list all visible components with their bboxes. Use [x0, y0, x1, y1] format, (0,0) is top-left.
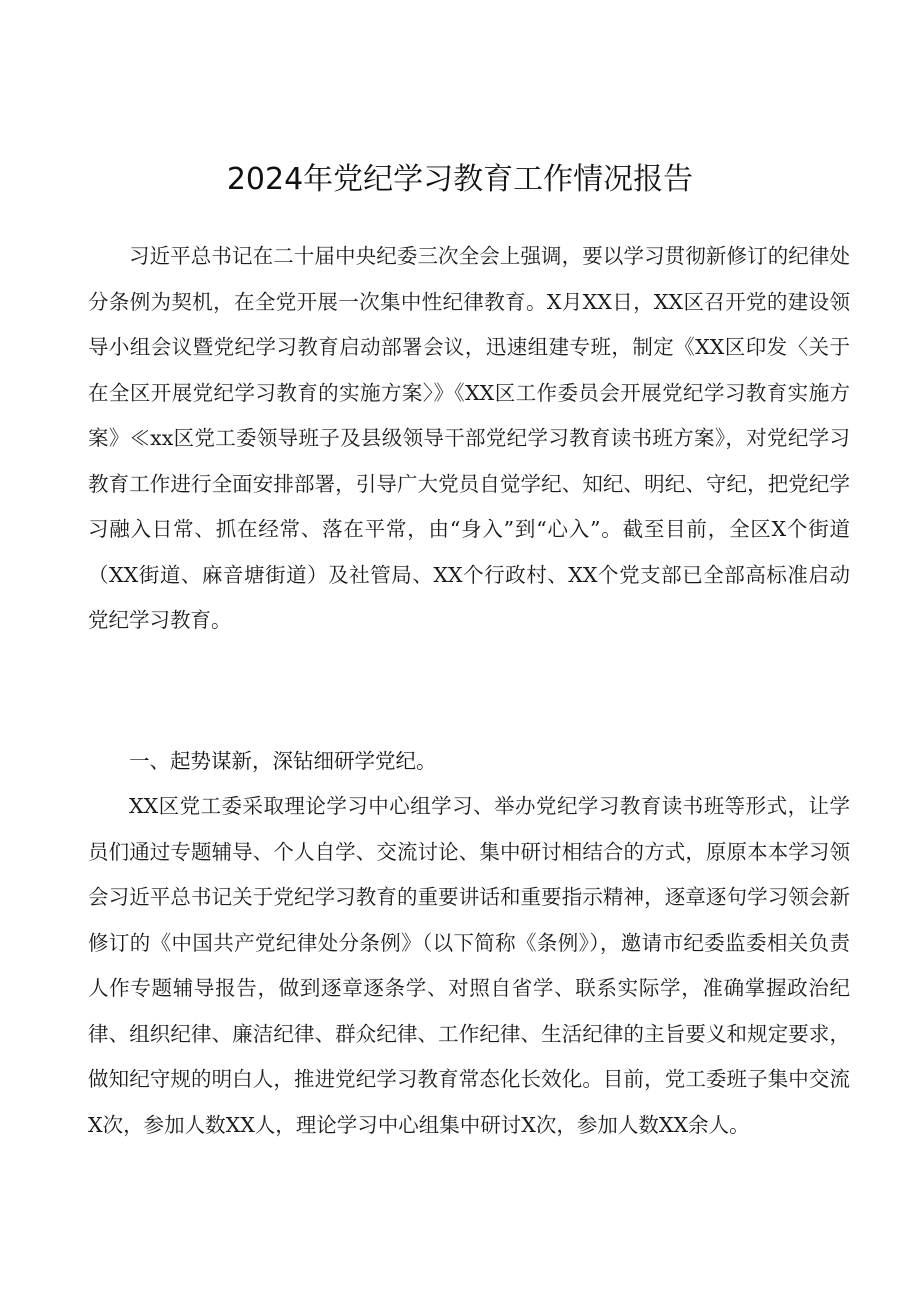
intro-paragraph: 习近平总书记在二十届中央纪委三次全会上强调，要以学习贯彻新修订的纪律处分条例为契机，在全党开展一次集中性纪律教育。X月XX日，XX区召开党的建设领导小组会议暨党纪学习教育启动部署会议，迅速组建专班，制定《XX区印发〈关于在全区开展党纪学习教育的实施方案〉》《XX区工作委员会开展党纪学习教育实施方案》≪xx区党工委领导班子及县级领导干部党纪学习教育读书班方案》，对党纪学习教育工作进行全面安排部署，引导广大党员自觉学纪、知纪、明纪、守纪，把党纪学习融入日常、抓在经常、落在平常，由“身入”到“心入”。截至目前，全区X个街道（XX街道、麻音塘街道）及社管局、XX个行政村、XX个党支部已全部高标准启动党纪学习教育。 — [88, 244, 850, 632]
section-heading: 一、起势谋新，深钻细研学党纪。 — [129, 749, 437, 773]
document-title: 2024年党纪学习教育工作情况报告 — [226, 162, 694, 197]
section-paragraph: XX区党工委采取理论学习中心组学习、举办党纪学习教育读书班等形式，让学员们通过专题辅导、个人自学、交流讨论、集中研讨相结合的方式，原原本本学习领会习近平总书记关于党纪学习教育的重要讲话和重要指示精神，逐章逐句学习领会新修订的《中国共产党纪律处分条例》（以下简称《条例》），邀请市纪委监委相关负责人作专题辅导报告，做到逐章逐条学、对照自省学、联系实际学，准确掌握政治纪律、组织纪律、廉洁纪律、群众纪律、工作纪律、生活纪律的主旨要义和规定要求，做知纪守规的明白人，推进党纪学习教育常态化长效化。目前，党工委班子集中交流X次，参加人数XX人，理论学习中心组集中研讨X次，参加人数XX余人。 — [88, 794, 850, 1137]
